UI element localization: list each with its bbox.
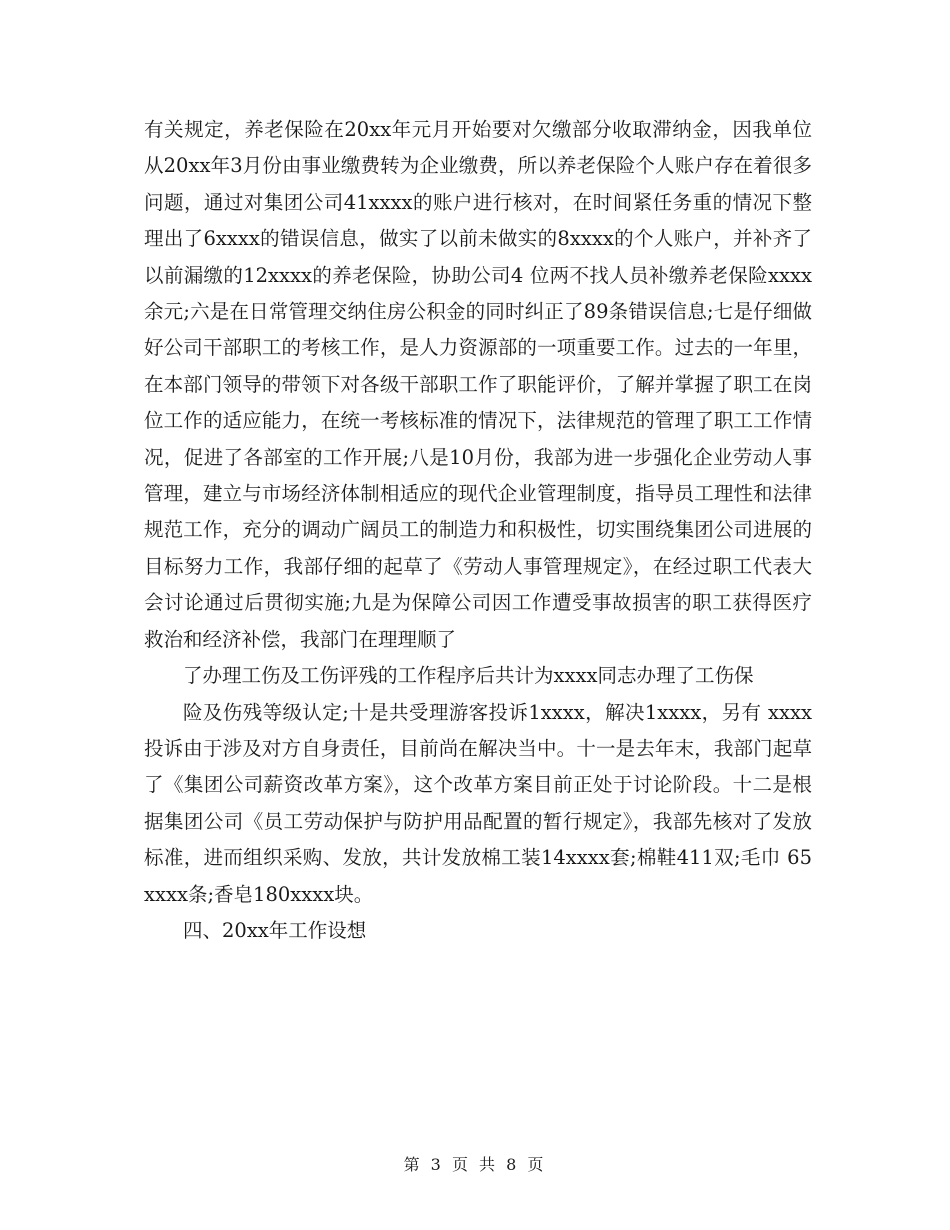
- page-number-footer: 第 3 页 共 8 页: [403, 1155, 547, 1174]
- paragraph-complaints-and-supplies: 险及伤残等级认定;十是共受理游客投诉1xxxx，解决1xxxx，另有 xxxx投诉由于涉及对方自身责任，目前尚在解决当中。十一是去年末，我部门起草了《集团公司薪资改革方案》，这个改革方案目前正处于讨论阶段。十二是根据集团公司《员工劳动保护与防护用品配置的暂行规定》，我部先核对了发放标准，进而组织采购、发放，共计发放棉工装14xxxx套;棉鞋411双;毛巾 65xxxx条;香皂180xxxx块。: [144, 700, 812, 906]
- paragraph-pension-and-hr-work: 有关规定，养老保险在20xx年元月开始要对欠缴部分收取滞纳金，因我单位从20xx年3月份由事业缴费转为企业缴费，所以养老保险个人账户存在着很多问题，通过对集团公司41xxxx的账户进行核对，在时间紧任务重的情况下整理出了6xxxx的错误信息，做实了以前未做实的8xxxx的个人账户，并补齐了以前漏缴的12xxxx的养老保险，协助公司4 位两不找人员补缴养老保险xxxx余元;六是在日常管理交纳住房公积金的同时纠正了89条错误信息;七是仔细做好公司干部职工的考核工作，是人力资源部的一项重要工作。过去的一年里，在本部门领导的带领下对各级干部职工作了职能评价，了解并掌握了职工在岗位工作的适应能力，在统一考核标准的情况下，法律规范的管理了职工工作情况，促进了各部室的工作开展;八是10月份，我部为进一步强化企业劳动人事管理，建立与市场经济体制相适应的现代企业管理制度，指导员工理性和法律规范工作，充分的调动广阔员工的制造力和积极性，切实围绕集团公司进展的目标努力工作，我部仔细的起草了《劳动人事管理规定》，在经过职工代表大会讨论通过后贯彻实施;九是为保障公司因工作遭受事故损害的职工获得医疗救治和经济补偿，我部门在理理顺了: [144, 118, 812, 651]
- document-body: [144, 112, 812, 949]
- section-heading-work-plan: 四、20xx年工作设想: [183, 918, 367, 942]
- paragraph-work-injury-procedure: 了办理工伤及工伤评残的工作程序后共计为xxxx同志办理了工伤保: [183, 664, 754, 688]
